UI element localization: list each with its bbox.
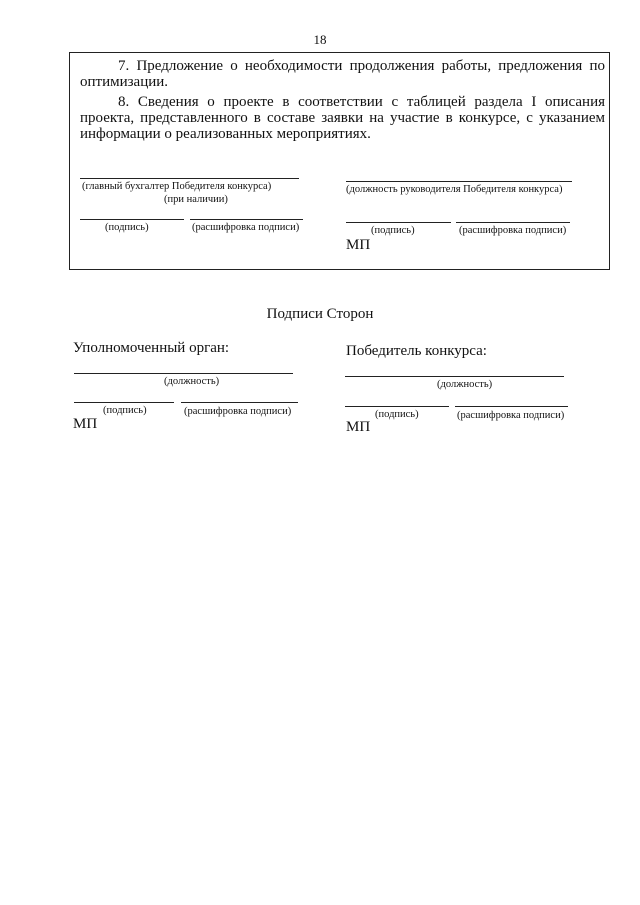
- authority-heading: Уполномоченный орган:: [73, 340, 230, 356]
- authority-position-caption: (должность): [164, 376, 220, 387]
- head-position-caption: (должность руководителя Победителя конкурса): [346, 184, 563, 195]
- head-position-line: [346, 181, 572, 182]
- accountant-position-line: [80, 178, 299, 179]
- item-7-text: 7. Предложение о необходимости продолжения работы, предложения по оптимизации.: [80, 58, 605, 90]
- item-8-text: 8. Сведения о проекте в соответствии с таблицей раздела I описания проекта, представленного в составе заявки на участие в конкурсе, с указанием информации о реализованных мероприятиях.: [80, 94, 605, 142]
- accountant-optional-caption: (при наличии): [164, 194, 228, 205]
- authority-signature-line: [74, 402, 174, 403]
- winner-stamp-label: МП: [346, 419, 371, 435]
- winner-decoding-line: [455, 406, 568, 407]
- authority-stamp-label: МП: [73, 416, 98, 432]
- winner-decoding-caption: (расшифровка подписи): [457, 410, 565, 421]
- authority-decoding-caption: (расшифровка подписи): [184, 406, 292, 417]
- accountant-signature-line: [80, 219, 184, 220]
- winner-heading: Победитель конкурса:: [346, 343, 487, 359]
- head-signature-line: [346, 222, 451, 223]
- authority-decoding-line: [181, 402, 298, 403]
- authority-signature-caption: (подпись): [103, 405, 147, 416]
- winner-position-line: [345, 376, 564, 377]
- head-decoding-line: [456, 222, 570, 223]
- report-section-frame: [69, 52, 610, 270]
- page-number: 18: [313, 32, 327, 47]
- signatures-title: Подписи Сторон: [266, 306, 374, 322]
- accountant-decoding-caption: (расшифровка подписи): [192, 222, 300, 233]
- head-signature-caption: (подпись): [371, 225, 415, 236]
- accountant-position-caption: (главный бухгалтер Победителя конкурса): [82, 181, 272, 192]
- head-decoding-caption: (расшифровка подписи): [459, 225, 567, 236]
- authority-position-line: [74, 373, 293, 374]
- accountant-signature-caption: (подпись): [105, 222, 149, 233]
- head-stamp-label: МП: [346, 237, 371, 253]
- winner-position-caption: (должность): [437, 379, 493, 390]
- winner-signature-caption: (подпись): [375, 409, 419, 420]
- accountant-decoding-line: [190, 219, 303, 220]
- winner-signature-line: [345, 406, 449, 407]
